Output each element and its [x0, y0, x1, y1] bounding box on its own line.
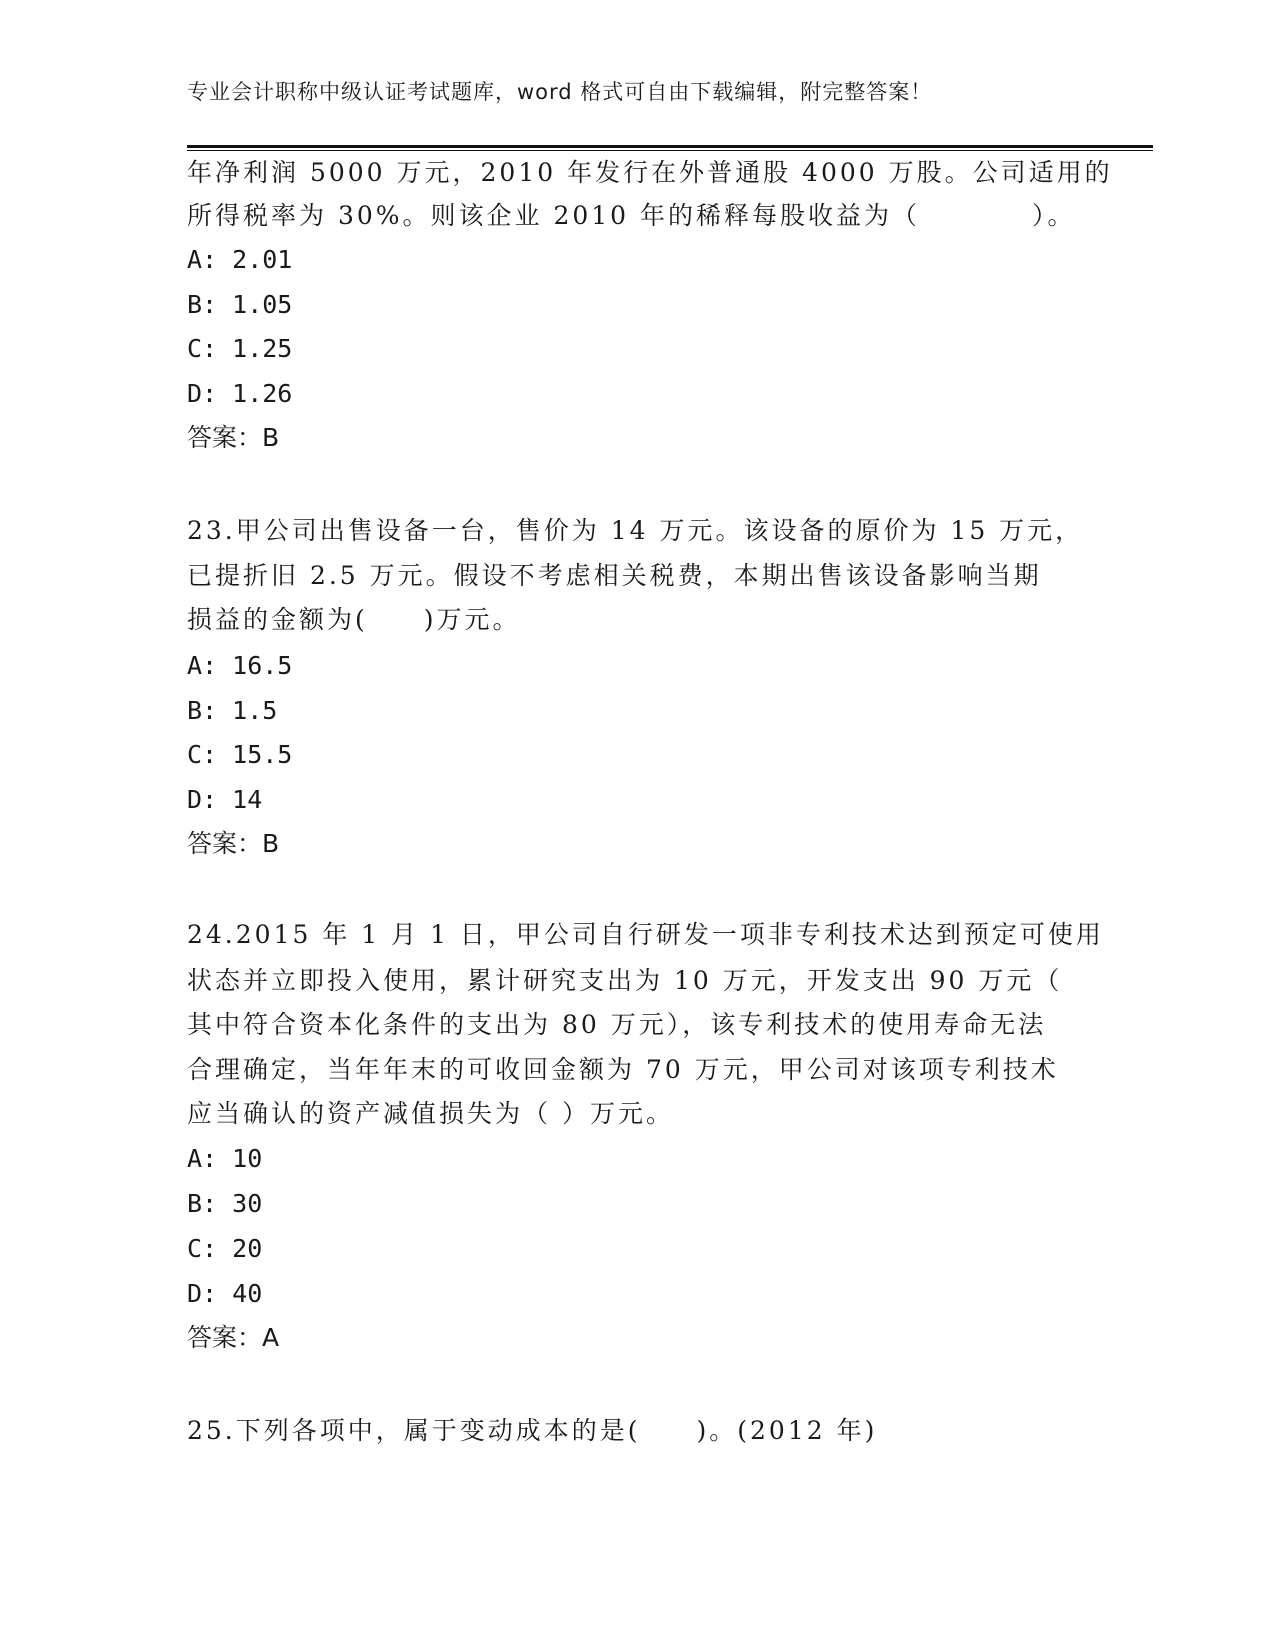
question-line: 应当确认的资产减值损失为（ ）万元。 [187, 1099, 674, 1128]
option-c: C: 1.25 [187, 334, 293, 363]
question-line: 状态并立即投入使用，累计研究支出为 10 万元，开发支出 90 万元（ [187, 966, 1063, 995]
question-line: 23.甲公司出售设备一台，售价为 14 万元。该设备的原价为 15 万元， [187, 516, 1084, 545]
header-text: 专业会计职称中级认证考试题库，word 格式可自由下载编辑，附完整答案！ [187, 80, 933, 104]
question-line: 损益的金额为( )万元。 [187, 605, 521, 634]
question-line: 24.2015 年 1 月 1 日，甲公司自行研发一项非专利技术达到预定可使用 [187, 920, 1104, 949]
header-rule-thick [187, 145, 1153, 148]
answer: 答案：B [187, 423, 280, 452]
option-a: A: 10 [187, 1144, 263, 1173]
option-b: B: 30 [187, 1189, 263, 1218]
option-a: A: 2.01 [187, 245, 293, 274]
option-c: C: 20 [187, 1234, 263, 1263]
option-b: B: 1.5 [187, 696, 278, 725]
question-line: 年净利润 5000 万元，2010 年发行在外普通股 4000 万股。公司适用的 [187, 158, 1113, 187]
answer: 答案：B [187, 829, 280, 858]
option-c: C: 15.5 [187, 740, 293, 769]
option-d: D: 14 [187, 785, 263, 814]
option-d: D: 1.26 [187, 379, 293, 408]
option-b: B: 1.05 [187, 290, 293, 319]
header-rule-thin [187, 150, 1153, 151]
question-line: 合理确定，当年年末的可收回金额为 70 万元，甲公司对该项专利技术 [187, 1055, 1059, 1084]
question-line: 所得税率为 30%。则该企业 2010 年的稀释每股收益为（ ）。 [187, 201, 1076, 230]
option-a: A: 16.5 [187, 651, 293, 680]
answer: 答案：A [187, 1323, 280, 1352]
option-d: D: 40 [187, 1279, 263, 1308]
question-line: 已提折旧 2.5 万元。假设不考虑相关税费，本期出售该设备影响当期 [187, 561, 1042, 590]
question-line: 其中符合资本化条件的支出为 80 万元），该专利技术的使用寿命无法 [187, 1010, 1047, 1039]
question-line: 25.下列各项中，属于变动成本的是( )。(2012 年) [187, 1416, 878, 1445]
